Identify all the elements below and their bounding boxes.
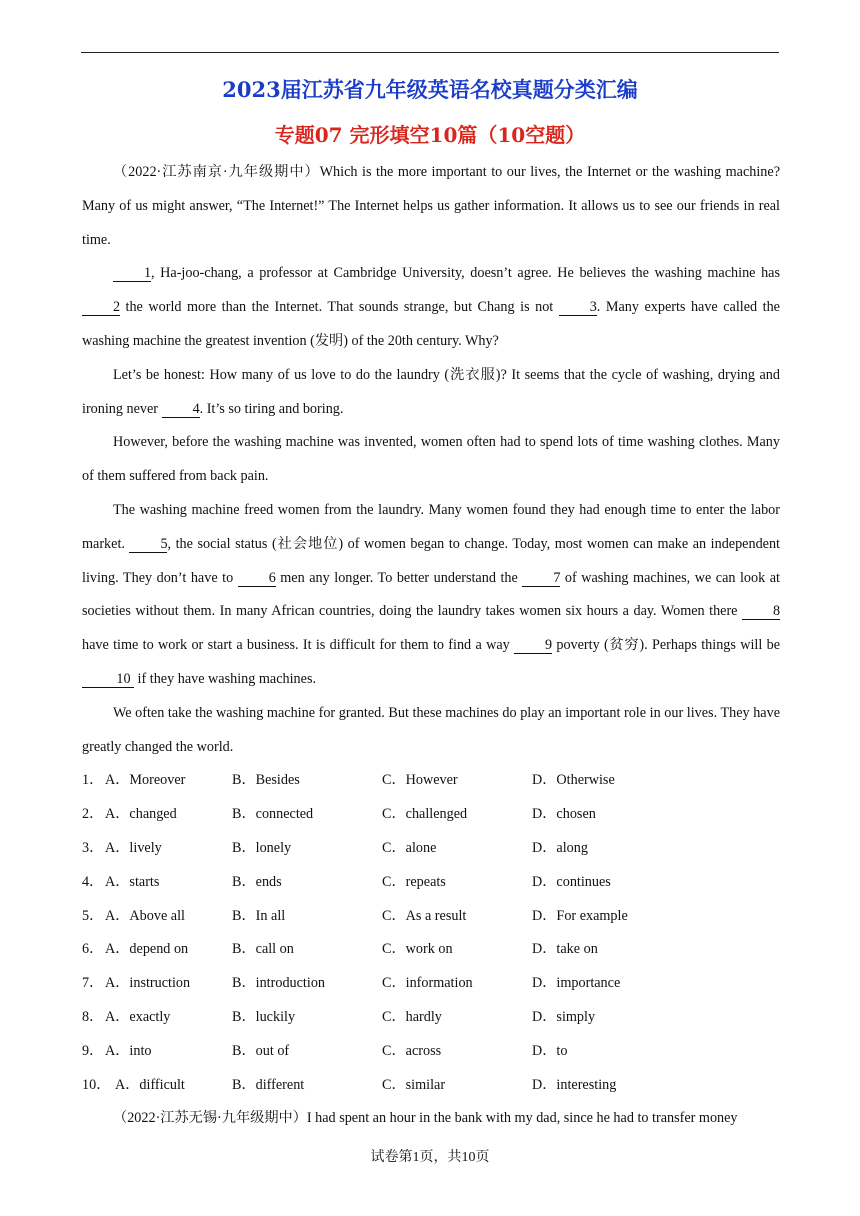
- option-b: B．call on: [232, 941, 294, 958]
- cloze-blank: 7: [522, 570, 560, 587]
- option-b: B．Besides: [232, 772, 300, 789]
- option-b: B．ends: [232, 873, 282, 890]
- option-a: A．instruction: [105, 975, 191, 992]
- option-d: D．continues: [532, 873, 611, 890]
- option-d: D．importance: [532, 975, 621, 992]
- answer-options: [82, 764, 780, 1102]
- cloze-blank: 5: [129, 536, 167, 553]
- option-d: D．interesting: [532, 1076, 617, 1093]
- passage1-paragraph-6: We often take the washing machine for granted. But these machines do play an important role in our lives. They have greatly changed the world.: [82, 704, 780, 755]
- option-c: C．hardly: [382, 1008, 442, 1025]
- question-row: [82, 967, 780, 1001]
- option-b: B．lonely: [232, 839, 292, 856]
- option-c: C．alone: [382, 839, 437, 856]
- option-a: A．difficult: [115, 1076, 185, 1093]
- passage1-paragraph-5: The washing machine freed women from the laundry. Many women found they had enough time to enter the labor market. 5, the social status (社会地位) of women began to change. Today, most women can make an independent living. They don’t have to 6 men any longer. To better understand the 7 of washing machines, we can look at societies without them. In many African countries, doing the laundry takes women six hours a day. Women there 8 have time to work or start a business. It is difficult for them to find a way 9 poverty (贫穷). Perhaps things will be 10 if they have washing machines.: [82, 501, 781, 687]
- question-row: [82, 764, 780, 798]
- option-d: D．to: [532, 1042, 568, 1059]
- option-b: B．different: [232, 1076, 305, 1093]
- question-number: 3．: [82, 839, 104, 856]
- question-row: [82, 1001, 780, 1035]
- option-d: D．along: [532, 839, 588, 856]
- option-c: C．As a result: [382, 907, 467, 924]
- question-row: [82, 900, 780, 934]
- passage1-paragraph-3: Let’s be honest: How many of us love to do the laundry (洗衣服)? It seems that the cycle of washing, drying and ironing never 4. It’s so tiring and boring.: [82, 366, 780, 417]
- option-b: B．introduction: [232, 975, 326, 992]
- option-a: A．depend on: [105, 941, 189, 958]
- question-row: [82, 798, 780, 832]
- cloze-blank: 1: [113, 265, 151, 282]
- option-b: B．In all: [232, 907, 286, 924]
- option-c: C．repeats: [382, 873, 446, 890]
- option-d: D．simply: [532, 1008, 596, 1025]
- option-a: A．Above all: [105, 907, 185, 924]
- question-row: [82, 866, 780, 900]
- document-body: [82, 156, 780, 1136]
- cloze-blank: 10: [82, 671, 134, 688]
- document-subtitle: 专题07 完形填空10篇（10空题）: [274, 123, 586, 147]
- option-c: C．challenged: [382, 806, 468, 823]
- passage1-paragraph-4: However, before the washing machine was invented, women often had to spend lots of time washing clothes. Many of them suffered from back pain.: [82, 434, 780, 485]
- option-d: D．chosen: [532, 806, 596, 823]
- option-b: B．out of: [232, 1042, 290, 1059]
- cloze-blank: 3: [559, 299, 597, 316]
- question-number: 7．: [82, 975, 104, 992]
- page-footer: 试卷第1页，共10页: [370, 1150, 490, 1165]
- cloze-blank: 2: [82, 299, 120, 316]
- option-b: B．luckily: [232, 1008, 296, 1025]
- passage2-intro: （2022·江苏无锡·九年级期中）I had spent an hour in the bank with my dad, since he had to transfer money: [113, 1110, 738, 1127]
- question-number: 5．: [82, 907, 104, 924]
- question-number: 6．: [82, 941, 104, 958]
- option-a: A．exactly: [105, 1008, 171, 1025]
- cloze-blank: 8: [742, 603, 780, 620]
- option-c: C．across: [382, 1042, 442, 1059]
- option-a: A．changed: [105, 806, 177, 823]
- option-c: C．similar: [382, 1076, 446, 1093]
- option-d: D．For example: [532, 907, 628, 924]
- option-c: C．work on: [382, 941, 453, 958]
- option-a: A．lively: [105, 839, 162, 856]
- option-a: A．starts: [105, 873, 160, 890]
- question-number: 4．: [82, 873, 104, 890]
- cloze-blank: 4: [162, 401, 200, 418]
- question-number: 8．: [82, 1008, 104, 1025]
- question-row: [82, 1035, 780, 1069]
- top-rule: [81, 52, 779, 53]
- option-a: A．Moreover: [105, 772, 186, 789]
- question-row: [82, 933, 780, 967]
- question-number: 10．: [82, 1076, 111, 1093]
- option-a: A．into: [105, 1042, 152, 1059]
- cloze-blank: 6: [238, 570, 276, 587]
- option-c: C．information: [382, 975, 473, 992]
- question-number: 1．: [82, 772, 104, 789]
- option-c: C．However: [382, 772, 458, 789]
- option-b: B．connected: [232, 806, 314, 823]
- document-title: 2023届江苏省九年级英语名校真题分类汇编: [222, 77, 638, 102]
- question-row: [82, 1069, 780, 1103]
- passage1-paragraph-2: 1, Ha-joo-chang, a professor at Cambridge University, doesn’t agree. He believes the washing machine has 2 the world more than the Internet. That sounds strange, but Chang is not 3. Many experts have called the washing machine the greatest invention (发明) of the 20th century. Why?: [82, 265, 780, 349]
- question-number: 2．: [82, 806, 104, 823]
- option-d: D．Otherwise: [532, 772, 615, 789]
- cloze-blank: 9: [514, 637, 552, 654]
- question-number: 9．: [82, 1042, 104, 1059]
- passage1-paragraph-1: （2022·江苏南京·九年级期中）Which is the more important to our lives, the Internet or the washing machine? Many of us might answer, “The Internet!” The Internet helps us gather information. It allows us to see our friends in real time.: [82, 164, 780, 248]
- question-row: [82, 832, 780, 866]
- option-d: D．take on: [532, 941, 598, 958]
